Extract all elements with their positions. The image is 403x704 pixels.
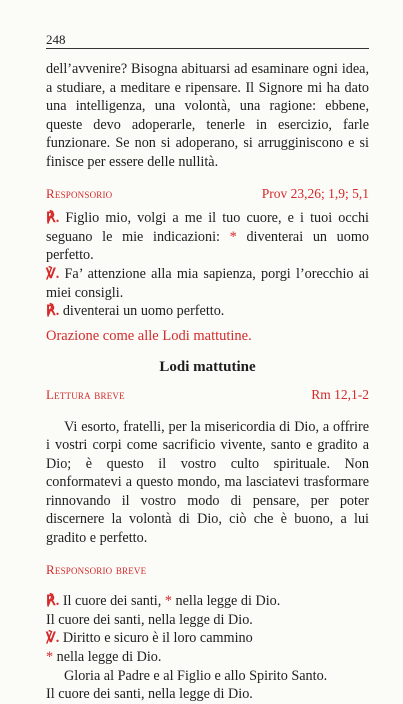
responsorio-breve-heading xyxy=(46,561,369,580)
responsorio-label: Responsorio xyxy=(46,185,113,201)
response-mark: ℟. xyxy=(46,303,60,320)
responsorio-breve-label: Responsorio breve xyxy=(46,561,147,577)
intro-paragraph: dell’avvenire? Bisogna abituarsi ad esaminare ogni idea, a studiare, a meditare e ripensare. Il Signore mi ha dato una intelligenza, una volontà, una ragione: ebbene, queste devo adoperarle, tenerle in esercizio, farle funzionare. Se non si adoperano, si arrugginiscono e si finisce per essere delle nullità. xyxy=(46,61,369,170)
lettura-heading xyxy=(46,386,369,405)
asterisk-mark: * xyxy=(229,228,237,245)
r1-text-after: diventerai un uomo perfetto. xyxy=(46,228,370,264)
rb-line-6: Il cuore dei santi, nella legge di Dio. xyxy=(46,686,253,703)
responsorio-r2 xyxy=(46,302,369,321)
section-title: Lodi mattutine xyxy=(159,359,256,376)
rb-line-3-text: Diritto e sicuro è il loro cammino xyxy=(62,630,253,647)
page-number: 248 xyxy=(46,32,66,47)
lettura-reference: Rm 12,1-2 xyxy=(311,386,369,402)
responsorio-breve-body xyxy=(46,592,369,704)
rb-line-1-before: Il cuore dei santi, xyxy=(62,593,162,610)
rb-line-3 xyxy=(46,629,369,648)
r1-text-before: Figlio mio, volgi a me il tuo cuore, e i tuoi occhi seguano le mie indicazioni: xyxy=(46,210,369,245)
asterisk-mark: * xyxy=(164,593,172,610)
responsorio-r1 xyxy=(46,209,369,265)
responsorio-heading xyxy=(46,185,369,204)
rb-line-4 xyxy=(46,648,369,667)
rb-line-5: Gloria al Padre e al Figlio e allo Spirito Santo. xyxy=(64,667,328,684)
rb-line-1 xyxy=(46,592,369,611)
lettura-text: Vi esorto, fratelli, per la misericordia di Dio, a offrire i vostri corpi come sacrificio vivente, santo e gradito a Dio; è questo il vostro culto spirituale. Non conformatevi a questo mondo, ma lasciatevi trasformare rinnovando il vostro modo di pensare, per poter discernere la volontà di Dio, ciò che è buono, a lui gradito e perfetto. xyxy=(46,418,369,547)
page-header xyxy=(46,30,369,49)
response-mark: ℟. xyxy=(46,210,60,227)
r2-text: diventerai un uomo perfetto. xyxy=(62,303,225,320)
rb-line-1-after: nella legge di Dio. xyxy=(175,593,281,610)
rb-line-4-text: nella legge di Dio. xyxy=(56,649,162,666)
responsorio-reference: Prov 23,26; 1,9; 5,1 xyxy=(261,185,369,201)
v1-text: Fa’ attenzione alla mia sapienza, porgi l’orecchio ai miei consigli. xyxy=(46,265,369,301)
responsorio-v1 xyxy=(46,265,369,302)
asterisk-mark: * xyxy=(46,649,54,666)
lettura-label: Lettura breve xyxy=(46,386,125,402)
rb-line-2: Il cuore dei santi, nella legge di Dio. xyxy=(46,611,253,628)
page-content xyxy=(46,60,369,704)
response-mark: ℟. xyxy=(46,593,60,610)
versicle-mark: ℣. xyxy=(46,265,60,282)
oration-note: Orazione come alle Lodi mattutine. xyxy=(46,327,252,344)
versicle-mark: ℣. xyxy=(46,630,60,647)
